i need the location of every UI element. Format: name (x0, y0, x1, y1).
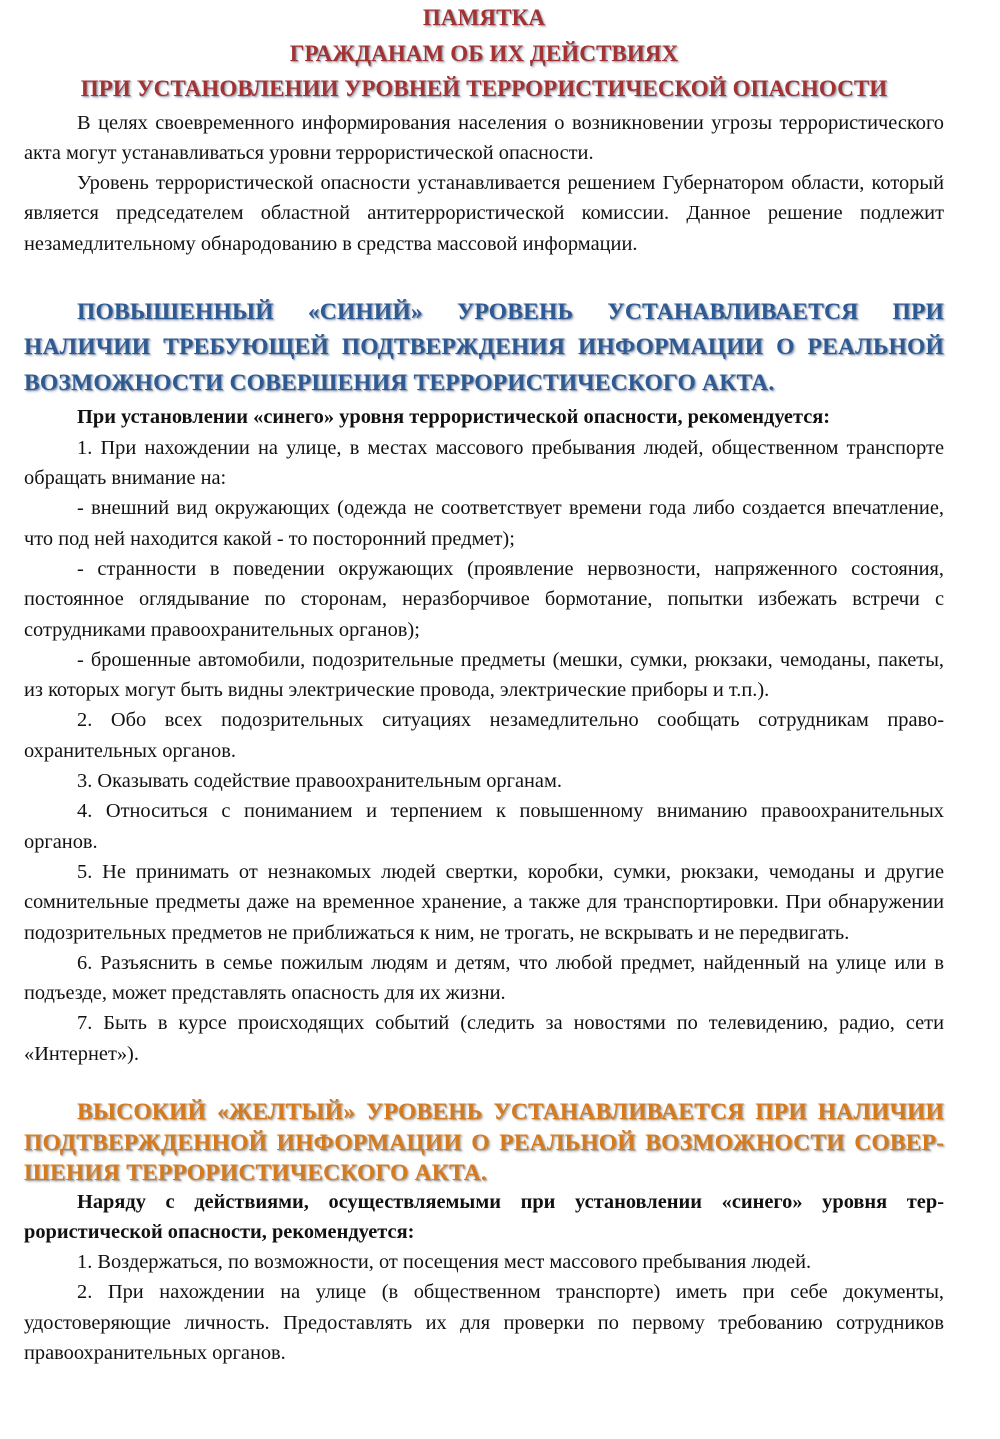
yellow-level-lead: Наряду с действиями, осуществляемыми при установлении «синего» уровня террористической опасности, рекомендуется: (24, 1190, 944, 1243)
title-line-3: ПРИ УСТАНОВЛЕНИИ УРОВНЕЙ ТЕРРОРИСТИЧЕСКОЙ ОПАСНОСТИ (80, 76, 888, 101)
yellow-item-1: 1. Воздержаться, по возможности, от посещения мест массового пребывания людей. (77, 1251, 812, 1274)
title-line-2: ГРАЖДАНАМ ОБ ИХ ДЕЙСТВИЯХ (289, 40, 679, 66)
blue-item-7: 7. Быть в курсе происходящих событий (следить за новостями по телевидению, радио, сети «Интернет»). (24, 1012, 944, 1065)
yellow-level-heading: ВЫСОКИЙ «ЖЕЛТЫЙ» УРОВЕНЬ УСТАНАВЛИВАЕТСЯ ПРИ НАЛИЧИИ ПОДТВЕРЖДЕННОЙ ИНФОРМАЦИИ О РЕАЛЬНОЙ ВОЗМОЖНОСТИ СОВЕРШЕНИЯ ТЕРРОРИСТИЧЕСКОГО АКТА. (24, 1099, 944, 1187)
title-line-1: ПАМЯТКА (422, 5, 546, 30)
blue-level-lead: При установлении «синего» уровня террористической опасности, рекомендуется: (77, 406, 831, 429)
blue-item-5: 5. Не принимать от незнакомых людей свертки, коробки, сумки, рюкзаки, чемоданы и другие сомнительные предметы даже на временное хранение, а также для транспортировки. При обнаружении подозрительных предметов не приближаться к ним, не трогать, не вскрывать и не передвигать. (24, 860, 944, 944)
blue-item-6: 6. Разъяснить в семье пожилым людям и детям, что любой предмет, найденный на улице или в подъезде, может представлять опасность для их жизни. (24, 951, 944, 1005)
blue-item-2: 2. Обо всех подозрительных ситуациях незамедлительно сообщать сотрудникам правоохранительных органов. (24, 709, 944, 762)
blue-item-1a: - внешний вид окружающих (одежда не соответствует времени года либо создается впечатление, что под ней находится какой - то посторонний предмет); (24, 497, 944, 550)
blue-item-3: 3. Оказывать содействие правоохранительным органам. (77, 770, 562, 793)
blue-level-heading: ПОВЫШЕННЫЙ «СИНИЙ» УРОВЕНЬ УСТАНАВЛИВАЕТСЯ ПРИ НАЛИЧИИ ТРЕБУЮЩЕЙ ПОДТВЕРЖДЕНИЯ ИНФОРМАЦИИ О РЕАЛЬНОЙ ВОЗМОЖНОСТИ СОВЕРШЕНИЯ ТЕРРОРИСТИЧЕСКОГО АКТА. (24, 298, 944, 396)
blue-item-1b: - странности в поведении окружающих (проявление нервозности, напряженного состояния, постоянное оглядывание по сторонам, неразборчивое бормотание, попытки избежать встречи с сотрудниками правоохранительных органов); (24, 557, 944, 641)
blue-item-1: 1. При нахождении на улице, в местах массового пребывания людей, общественном транспорте обращать внимание на: (24, 436, 944, 490)
yellow-item-2: 2. При нахождении на улице (в общественном транспорте) иметь при себе документы, удостоверяющие личность. Предоставлять их для проверки по первому требованию сотрудников правоохранительных органов. (24, 1281, 944, 1364)
intro-paragraph-1: В целях своевременного информирования населения о возникновении угрозы террористического акта могут устанавливаться уровни террористической опасности. (24, 111, 944, 164)
blue-item-4: 4. Относиться с пониманием и терпением к повышенному вниманию правоохранительных органов. (24, 800, 944, 853)
document-title (24, 0, 944, 107)
blue-item-1c: - брошенные автомобили, подозрительные предметы (мешки, сумки, рюкзаки, чемоданы, пакеты, из которых могут быть видны электрические провода, электрические приборы и т.п.). (24, 648, 944, 702)
intro-paragraph-2: Уровень террористической опасности устанавливается решением Губернатором области, который является председателем областной антитеррористической комиссии. Данное решение подлежит незамедлительному обнародованию в средства массовой информации. (24, 172, 944, 255)
